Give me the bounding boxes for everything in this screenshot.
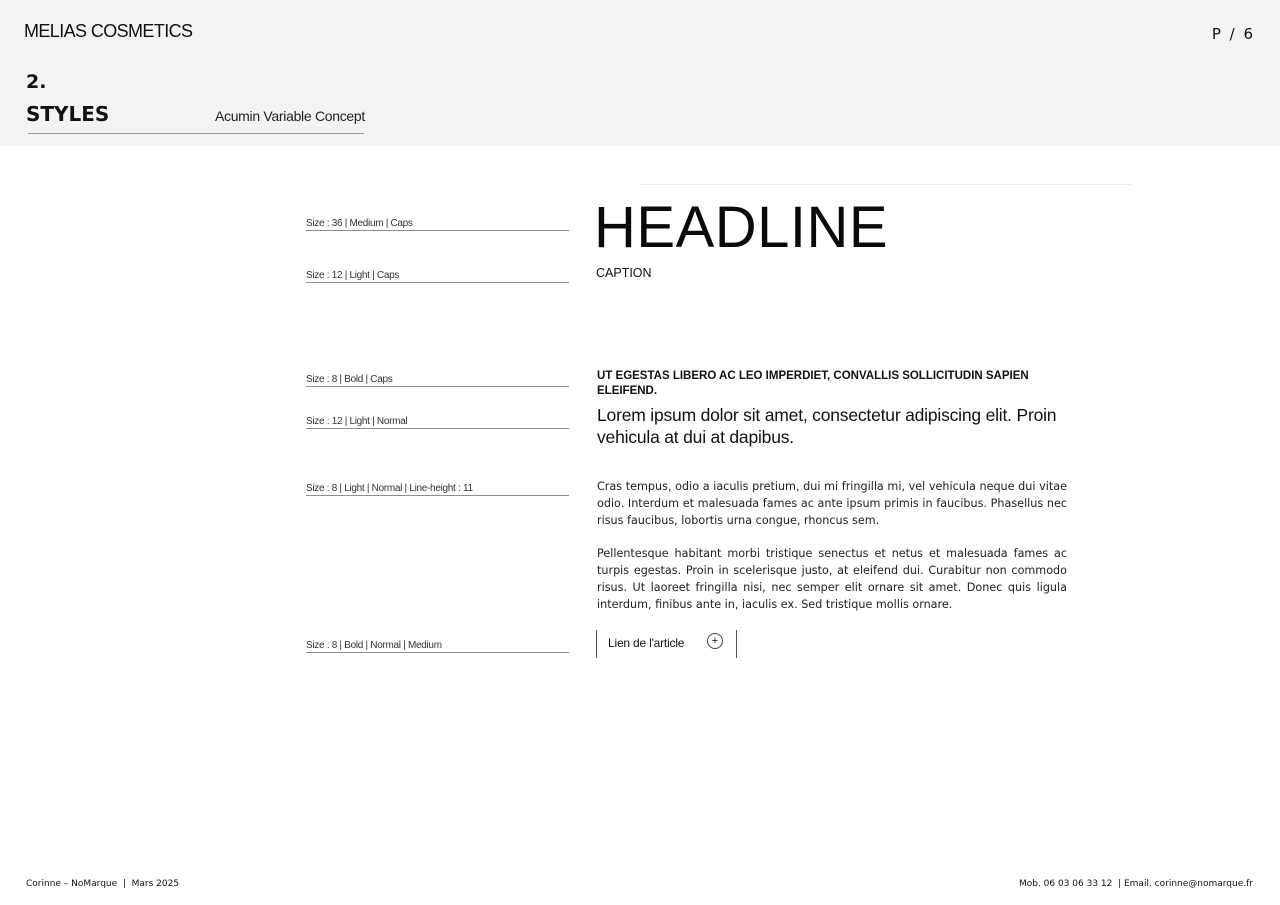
caption-sample: CAPTION [596,266,652,280]
section-number: 2. [26,71,47,93]
footer-contact: Mob. 06 03 06 33 12 | Email. corinne@nomarque.fr [1018,879,1253,889]
page-indicator: P / 6 [1211,25,1253,43]
article-link[interactable] [596,630,737,658]
top-divider [640,184,1132,185]
spec-bold-caps: Size : 8 | Bold | Caps [306,373,569,387]
body-paragraph-1: Cras tempus, odio a iaculis pretium, dui mi fringilla mi, vel vehicula neque dui vitae odio. Interdum et malesuada fames ac ante ipsum primis in faucibus. Phasellus nec risus faucibus, lobortis urna congue, rhoncus sem. [597,480,1067,527]
section-divider [28,133,364,134]
spec-lead: Size : 12 | Light | Normal [306,415,569,429]
spec-link: Size : 8 | Bold | Normal | Medium [306,639,569,653]
spec-headline: Size : 36 | Medium | Caps [306,217,569,231]
footer-author: Corinne – NoMarque | Mars 2025 [26,879,180,889]
body-paragraph-2: Pellentesque habitant morbi tristique senectus et netus et malesuada fames ac turpis egestas. Proin in scelerisque justo, at eleifend dui. Curabitur non commodo risus. Ut laoreet fringilla nisi, nec semper elit ornare sit amet. Donec quis ligula interdum, finibus ante in, iaculis ex. Sed tristique mollis ornare. [597,547,1067,611]
font-name: Acumin Variable Concept [214,108,365,124]
plus-circle-icon[interactable]: + [707,633,723,649]
page-header [0,0,1280,146]
headline-sample: HEADLINE [594,195,889,260]
lead-sample: Lorem ipsum dolor sit amet, consectetur adipiscing elit. Proin vehicula at dui at dapibus. [597,405,1057,447]
spec-body: Size : 8 | Light | Normal | Line-height : 11 [306,482,569,496]
bold-caps-sample: UT EGESTAS LIBERO AC LEO IMPERDIET, CONVALLIS SOLLICITUDIN SAPIEN ELEIFEND. [597,370,1029,397]
article-link-label: Lien de l'article [608,636,685,650]
brand-name: MELIAS COSMETICS [24,21,193,41]
section-title: STYLES [26,102,110,126]
spec-caption: Size : 12 | Light | Caps [306,269,569,283]
